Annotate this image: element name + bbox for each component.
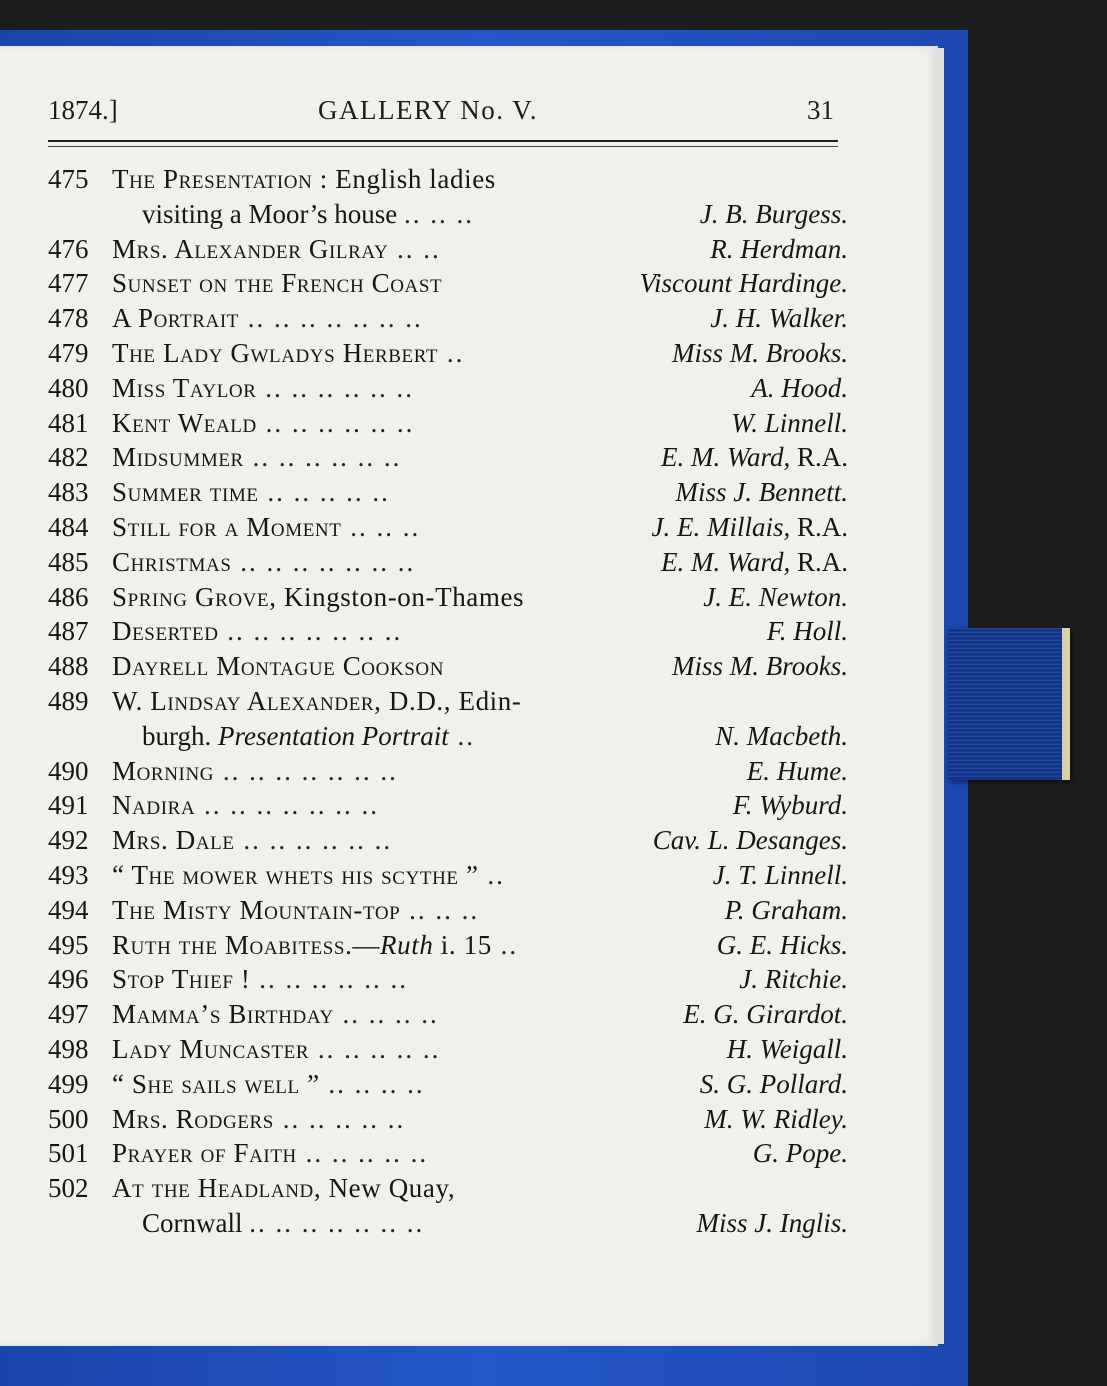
entry-title-italic: Ruth [380,929,434,960]
catalogue-entry [48,754,848,789]
entry-title-caps: Dayrell Montague Cookson [112,651,445,682]
dot-leader: .. [478,859,505,890]
dot-leader: .. [448,720,476,751]
entry-artist: P. Graham. [724,894,848,925]
entry-number: 482 [48,442,89,473]
dot-leader: .. .. .. .. [333,999,439,1030]
catalogue-entry [48,336,848,371]
entry-title-plain: Kingston-on-Thames [283,581,525,612]
catalogue-entry [48,232,848,267]
entry-number: 483 [48,477,89,508]
entry-number: 499 [48,1068,89,1099]
entry-title [112,754,398,789]
entry-number: 487 [48,616,89,647]
dot-leader: .. .. .. .. .. .. [256,372,415,403]
header-gallery-title: GALLERY No. V. [318,95,539,125]
entry-title-plain: i. 15 [433,929,492,960]
entry-number: 489 [48,685,89,716]
entry-artist: J. Ritchie. [739,964,848,995]
entry-artist: J. B. Burgess. [699,198,848,229]
entry-number: 493 [48,859,89,890]
entry-number: 488 [48,651,89,682]
catalogue-entry-continuation [48,719,848,754]
catalogue-entry [48,649,848,684]
entry-title-caps: Midsummer [112,442,244,473]
entry-title-caps: Spring Grove, [112,581,284,612]
entry-artist: G. Pope. [752,1138,848,1169]
continuation-italic: Presentation Portrait [218,720,449,751]
entry-title [112,684,521,719]
entry-artist: E. M. Ward, R.A. [660,546,848,577]
header-year: 1874.] [48,95,118,125]
entry-artist: Miss J. Inglis. [696,1207,848,1238]
header-rule [48,140,838,147]
entry-number: 476 [48,233,89,264]
continuation-text: Cornwall [142,1207,250,1238]
entry-number: 481 [48,407,89,438]
entry-title [112,893,479,928]
entry-title-caps: Prayer of Faith [112,1138,297,1169]
artist-suffix: R.A. [790,442,848,473]
entry-title-caps: Christmas [112,546,232,577]
catalogue-entry [48,440,848,475]
catalogue-entry [48,475,848,510]
catalogue-entry [48,1171,848,1206]
entry-title-caps: A Portrait [112,303,239,334]
dot-leader: .. .. [388,233,441,264]
running-header [48,95,838,135]
catalogue-entry [48,266,848,301]
catalogue-entry [48,928,848,963]
entry-title [112,545,415,580]
entry-artist: E. G. Girardot. [683,999,848,1030]
catalogue-entry [48,997,848,1032]
entry-artist: Cav. L. Desanges. [652,825,848,856]
entry-artist: E. Hume. [746,755,848,786]
entry-title [112,1032,440,1067]
entry-number: 485 [48,546,89,577]
entry-title [112,1102,405,1137]
entry-title-caps: Summer time [112,477,259,508]
entry-title-caps: Nadira [112,790,196,821]
entry-title-caps: At the Headland, [112,1173,329,1204]
entry-title-continuation [142,1206,424,1241]
dot-leader: .. .. .. .. .. .. .. [249,1207,425,1238]
entry-title [112,962,408,997]
entry-number: 475 [48,164,89,194]
dot-leader: .. .. .. .. .. .. .. [214,755,398,786]
entry-number: 490 [48,755,89,786]
entry-title [112,336,464,371]
dot-leader: .. .. .. .. .. .. [234,825,393,856]
entry-title [112,997,439,1032]
entry-number: 491 [48,790,89,821]
dot-leader: .. .. .. .. .. .. .. [238,303,423,334]
entry-title [112,266,442,301]
catalogue-entry [48,788,848,823]
catalogue-entry [48,510,848,545]
entry-title [112,858,505,893]
dot-leader: .. .. .. .. .. .. [250,964,408,995]
entry-artist: J. E. Millais, R.A. [651,511,848,542]
entry-artist: J. T. Linnell. [712,859,848,890]
entry-artist: F. Wyburd. [732,790,848,821]
entry-title-caps: Sunset on the French Coast [112,268,443,299]
entry-title [112,232,441,267]
entry-title-caps: “ She sails well ” [112,1068,320,1099]
entry-artist: E. M. Ward, R.A. [660,442,848,473]
catalogue-list [48,162,848,1241]
dot-leader: .. .. .. [341,511,421,542]
entry-title-caps: Still for a Moment [112,511,342,542]
entry-title-caps: Mamma’s Birthday [112,999,334,1030]
page-number: 31 [807,95,834,125]
entry-artist: F. Holl. [766,616,848,647]
entry-title-caps: Ruth the Moabitess.— [112,929,381,960]
entry-artist: R. Herdman. [710,233,848,264]
catalogue-entry-continuation [48,1206,848,1241]
entry-title-caps: Mrs. Rodgers [112,1103,274,1134]
entry-number: 486 [48,581,89,612]
entry-title [112,371,414,406]
entry-title-caps: Kent Weald [112,407,257,438]
entry-title-caps: Lady Muncaster [112,1033,310,1064]
entry-title-caps: The Lady Gwladys Herbert [112,337,439,368]
entry-title [112,614,402,649]
entry-artist: M. W. Ridley. [704,1103,848,1134]
entry-artist: Viscount Hardinge. [639,268,848,299]
artist-suffix: R.A. [790,511,848,542]
entry-number: 497 [48,999,89,1030]
catalogue-entry [48,823,848,858]
entry-artist: J. E. Newton. [703,581,848,612]
entry-title-caps: Deserted [112,616,219,647]
entry-number: 478 [48,303,89,334]
entry-title-caps: Mrs. Dale [112,825,235,856]
entry-title-plain: English ladies [335,164,496,194]
catalogue-entry [48,962,848,997]
dot-leader: .. .. .. [404,198,474,229]
dot-leader: .. .. .. .. .. .. [243,442,402,473]
entry-title-plain: D.D., Edin- [388,685,522,716]
catalogue-entry [48,371,848,406]
entry-title [112,1171,455,1206]
entry-title-caps: Miss Taylor [112,372,257,403]
entry-title [112,928,518,963]
entry-artist: H. Weigall. [726,1033,848,1064]
entry-title-caps: Mrs. Alexander Gilray [112,233,389,264]
dot-leader: .. .. .. .. .. [258,477,390,508]
catalogue-entry [48,893,848,928]
entry-number: 502 [48,1173,89,1204]
catalogue-entry [48,1102,848,1137]
catalogue-entry [48,580,848,615]
entry-title-caps: “ The mower whets his scythe ” [112,859,479,890]
dot-leader: .. .. .. .. .. [296,1138,429,1169]
entry-title [112,649,444,684]
continuation-text: burgh. [142,720,219,751]
dot-leader: .. .. .. .. .. .. .. [231,546,416,577]
dot-leader: .. .. .. [400,894,480,925]
entry-title-plain: New Quay, [328,1173,456,1204]
entry-title [112,440,401,475]
entry-artist: S. G. Pollard. [699,1068,848,1099]
entry-title-caps: Morning [112,755,215,786]
entry-number: 498 [48,1033,89,1064]
entry-artist: G. E. Hicks. [716,929,848,960]
entry-artist: Miss J. Bennett. [675,477,848,508]
entry-title [112,823,392,858]
entry-title [112,788,379,823]
entry-title-caps: The Misty Mountain-top [112,894,401,925]
entry-title-continuation [142,719,475,754]
entry-title-caps: The Presentation : [112,164,336,194]
entry-number: 495 [48,929,89,960]
entry-title [112,162,496,197]
catalogue-entry [48,1032,848,1067]
catalogue-entry [48,406,848,441]
entry-title [112,510,420,545]
entry-artist: W. Linnell. [731,407,848,438]
catalogue-entry [48,614,848,649]
entry-title [112,1067,425,1102]
entry-title [112,301,423,336]
entry-number: 479 [48,337,89,368]
dot-leader: .. [438,337,465,368]
entry-number: 477 [48,268,89,299]
catalogue-entry [48,545,848,580]
bookmark-ribbon[interactable] [948,628,1070,780]
entry-number: 484 [48,511,89,542]
entry-title-continuation [142,197,474,232]
catalogue-entry [48,858,848,893]
entry-artist: A. Hood. [751,372,848,403]
catalogue-entry [48,1067,848,1102]
entry-title [112,580,524,615]
catalogue-entry-continuation [48,197,848,232]
catalogue-entry [48,301,848,336]
dot-leader: .. .. .. .. .. [309,1033,441,1064]
catalogue-entry [48,684,848,719]
entry-title-caps: Stop Thief ! [112,964,251,995]
entry-title [112,406,414,441]
entry-title-caps: W. Lindsay Alexander, [112,685,389,716]
entry-number: 500 [48,1103,89,1134]
entry-number: 480 [48,372,89,403]
entry-artist: N. Macbeth. [715,720,848,751]
entry-title [112,1136,428,1171]
dot-leader: .. .. .. .. .. .. .. [218,616,403,647]
dot-leader: .. .. .. .. .. .. .. [195,790,380,821]
entry-number: 494 [48,894,89,925]
continuation-text: visiting a Moor’s house [142,198,404,229]
dot-leader: .. .. .. .. .. [273,1103,406,1134]
entry-number: 501 [48,1138,89,1169]
dot-leader: .. .. .. .. [319,1068,425,1099]
catalogue-entry [48,162,848,197]
entry-number: 492 [48,825,89,856]
dot-leader: .. .. .. .. .. .. [256,407,415,438]
entry-artist: Miss M. Brooks. [672,651,848,682]
entry-artist: J. H. Walker. [710,303,848,334]
dot-leader: .. [491,929,519,960]
artist-suffix: R.A. [790,546,848,577]
entry-number: 496 [48,964,89,995]
catalogue-entry [48,1136,848,1171]
entry-title [112,475,390,510]
entry-artist: Miss M. Brooks. [672,337,848,368]
